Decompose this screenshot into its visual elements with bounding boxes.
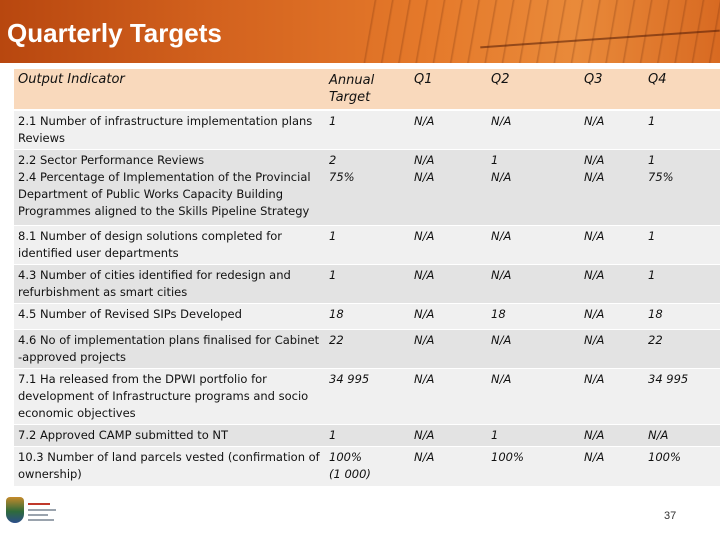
table-row xyxy=(14,265,720,304)
banner-landscape-texture xyxy=(360,0,720,63)
table-row xyxy=(14,304,720,330)
q3-cell: N/A xyxy=(580,265,644,304)
q4-cell: 1 xyxy=(644,110,720,150)
indicator-cell: 4.3 Number of cities identified for redesign and refurbishment as smart cities xyxy=(14,265,325,304)
q2-cell: 100% xyxy=(487,447,580,487)
table-row xyxy=(14,447,720,487)
q3-cell: N/A xyxy=(580,330,644,369)
q1-cell: N/A xyxy=(410,226,487,265)
q2-cell: N/A xyxy=(487,110,580,150)
q2-cell: N/A xyxy=(487,369,580,425)
indicator-cell: 8.1 Number of design solutions completed for identified user departments xyxy=(14,226,325,265)
q4-cell: 22 xyxy=(644,330,720,369)
header-q4: Q4 xyxy=(644,69,720,110)
annual-target-cell: 34 995 xyxy=(325,369,410,425)
table-row xyxy=(14,110,720,150)
q1-cell: N/A xyxy=(410,265,487,304)
q4-cell: 100% xyxy=(644,447,720,487)
annual-target-cell: 1 xyxy=(325,265,410,304)
indicator-cell: 7.2 Approved CAMP submitted to NT xyxy=(14,425,325,447)
q3-cell: N/A xyxy=(580,425,644,447)
q4-cell: 1 75% xyxy=(644,150,720,226)
q2-cell: 18 xyxy=(487,304,580,330)
q1-cell: N/A xyxy=(410,369,487,425)
table-body xyxy=(14,110,720,487)
annual-target-cell: 2 75% xyxy=(325,150,410,226)
header-q3: Q3 xyxy=(580,69,644,110)
page-number: 37 xyxy=(664,510,677,522)
indicator-cell: 10.3 Number of land parcels vested (confirmation of ownership) xyxy=(14,447,325,487)
q1-cell: N/A xyxy=(410,110,487,150)
q4-cell: 18 xyxy=(644,304,720,330)
annual-target-cell: 1 xyxy=(325,110,410,150)
q3-cell: N/A xyxy=(580,226,644,265)
q2-cell: 1 N/A xyxy=(487,150,580,226)
q3-cell: N/A xyxy=(580,447,644,487)
q4-cell: 34 995 xyxy=(644,369,720,425)
header-q2: Q2 xyxy=(487,69,580,110)
q1-cell: N/A xyxy=(410,425,487,447)
q1-cell: N/A xyxy=(410,304,487,330)
q1-cell: N/A N/A xyxy=(410,150,487,226)
q3-cell: N/A xyxy=(580,304,644,330)
table-header-row xyxy=(14,69,720,110)
indicator-cell: 4.5 Number of Revised SIPs Developed xyxy=(14,304,325,330)
q4-cell: N/A xyxy=(644,425,720,447)
annual-target-cell: 22 xyxy=(325,330,410,369)
government-crest-logo xyxy=(4,495,60,535)
indicator-cell: 2.2 Sector Performance Reviews 2.4 Percentage of Implementation of the Provincial Department of Public Works Capacity Building Programmes aligned to the Skills Pipeline Strategy xyxy=(14,150,325,226)
q2-cell: 1 xyxy=(487,425,580,447)
header-output-indicator: Output Indicator xyxy=(14,69,325,110)
table-row xyxy=(14,425,720,447)
q1-cell: N/A xyxy=(410,330,487,369)
indicator-cell: 2.1 Number of infrastructure implementation plans Reviews xyxy=(14,110,325,150)
table-row xyxy=(14,150,720,226)
q2-cell: N/A xyxy=(487,265,580,304)
annual-target-cell: 1 xyxy=(325,425,410,447)
header-q1: Q1 xyxy=(410,69,487,110)
annual-target-cell: 100% (1 000) xyxy=(325,447,410,487)
q2-cell: N/A xyxy=(487,330,580,369)
q1-cell: N/A xyxy=(410,447,487,487)
header-annual-target: Annual Target xyxy=(325,69,410,110)
q3-cell: N/A xyxy=(580,369,644,425)
indicator-cell: 7.1 Ha released from the DPWI portfolio for development of Infrastructure programs and socio economic objectives xyxy=(14,369,325,425)
annual-target-cell: 18 xyxy=(325,304,410,330)
q4-cell: 1 xyxy=(644,226,720,265)
page-title: Quarterly Targets xyxy=(7,18,222,48)
quarterly-targets-table xyxy=(14,69,720,487)
table-row xyxy=(14,226,720,265)
q3-cell: N/A N/A xyxy=(580,150,644,226)
q3-cell: N/A xyxy=(580,110,644,150)
q2-cell: N/A xyxy=(487,226,580,265)
table-row xyxy=(14,330,720,369)
crest-icon xyxy=(6,497,24,523)
indicator-cell: 4.6 No of implementation plans finalised for Cabinet -approved projects xyxy=(14,330,325,369)
table-row xyxy=(14,369,720,425)
q4-cell: 1 xyxy=(644,265,720,304)
annual-target-cell: 1 xyxy=(325,226,410,265)
